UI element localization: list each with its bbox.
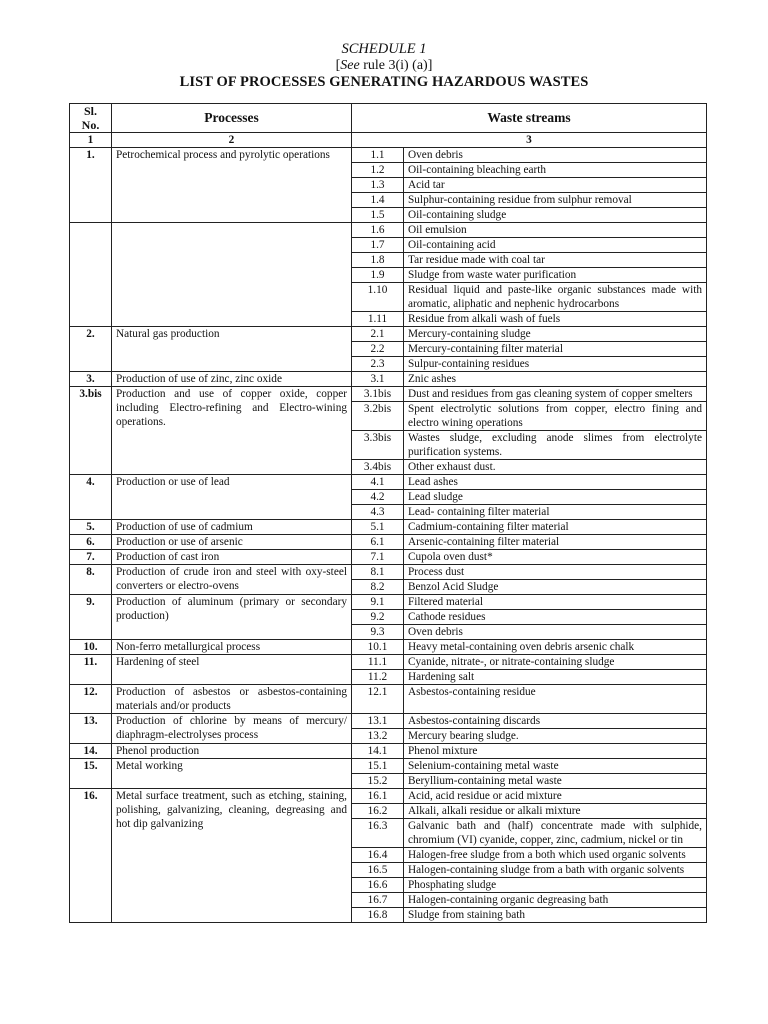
- sl-no-cell: 11.: [70, 655, 112, 685]
- sl-no-cell: 5.: [70, 520, 112, 535]
- waste-stream-cell: Oil-containing bleaching earth: [404, 163, 707, 178]
- table-row: [70, 372, 707, 387]
- table-row: [70, 714, 707, 729]
- waste-stream-cell: Mercury bearing sludge.: [404, 729, 707, 744]
- table-row: [70, 759, 707, 774]
- table-row: [70, 789, 707, 804]
- waste-code-cell: 1.6: [352, 223, 404, 238]
- column-number-1: 1: [70, 133, 112, 148]
- waste-code-cell: 6.1: [352, 535, 404, 550]
- waste-stream-cell: Spent electrolytic solutions from copper, electro fining and electro wining operations: [404, 402, 707, 431]
- waste-stream-cell: Galvanic bath and (half) concentrate made with sulphide, chromium (VI) cyanide, copper, zinc, cadmium, nickel or tin: [404, 819, 707, 848]
- process-cell: Production and use of copper oxide, copper including Electro-refining and Electro-wining operations.: [112, 387, 352, 475]
- waste-stream-cell: Sulpur-containing residues: [404, 357, 707, 372]
- waste-code-cell: 16.3: [352, 819, 404, 848]
- waste-code-cell: 9.3: [352, 625, 404, 640]
- waste-stream-cell: Cathode residues: [404, 610, 707, 625]
- process-cell: Production of cast iron: [112, 550, 352, 565]
- process-cell: Production of chlorine by means of mercury/ diaphragm-electrolyses process: [112, 714, 352, 744]
- waste-stream-cell: Oil emulsion: [404, 223, 707, 238]
- process-cell: Production or use of arsenic: [112, 535, 352, 550]
- table-row: [70, 595, 707, 610]
- waste-stream-cell: Beryllium-containing metal waste: [404, 774, 707, 789]
- waste-stream-cell: Oil-containing acid: [404, 238, 707, 253]
- waste-code-cell: 16.7: [352, 893, 404, 908]
- sl-no-cell: 16.: [70, 789, 112, 923]
- waste-stream-cell: Oven debris: [404, 625, 707, 640]
- column-number-row: [70, 133, 707, 148]
- sl-no-cell: 3.: [70, 372, 112, 387]
- waste-stream-cell: Mercury-containing sludge: [404, 327, 707, 342]
- waste-code-cell: 13.2: [352, 729, 404, 744]
- waste-code-cell: 11.2: [352, 670, 404, 685]
- process-cell: Petrochemical process and pyrolytic operations: [112, 148, 352, 223]
- process-cell: [112, 223, 352, 327]
- waste-stream-cell: Cyanide, nitrate-, or nitrate-containing sludge: [404, 655, 707, 670]
- sl-no-cell: 13.: [70, 714, 112, 744]
- sl-no-cell: 8.: [70, 565, 112, 595]
- sl-no-cell: 2.: [70, 327, 112, 372]
- sl-no-cell: 15.: [70, 759, 112, 789]
- waste-code-cell: 1.10: [352, 283, 404, 312]
- waste-code-cell: 15.2: [352, 774, 404, 789]
- waste-stream-cell: Tar residue made with coal tar: [404, 253, 707, 268]
- waste-code-cell: 16.6: [352, 878, 404, 893]
- table-row: [70, 640, 707, 655]
- rule-text: rule 3(i) (a)]: [359, 58, 433, 73]
- waste-stream-cell: Sludge from waste water purification: [404, 268, 707, 283]
- waste-code-cell: 3.2bis: [352, 402, 404, 431]
- waste-stream-cell: Oven debris: [404, 148, 707, 163]
- waste-stream-cell: Phosphating sludge: [404, 878, 707, 893]
- table-row: [70, 327, 707, 342]
- process-cell: Phenol production: [112, 744, 352, 759]
- waste-stream-cell: Filtered material: [404, 595, 707, 610]
- table-row: [70, 387, 707, 402]
- sl-no-cell: 6.: [70, 535, 112, 550]
- waste-code-cell: 1.9: [352, 268, 404, 283]
- waste-code-cell: 7.1: [352, 550, 404, 565]
- table-row: [70, 655, 707, 670]
- waste-code-cell: 4.3: [352, 505, 404, 520]
- sl-no-cell: 12.: [70, 685, 112, 714]
- waste-stream-cell: Halogen-free sludge from a both which used organic solvents: [404, 848, 707, 863]
- waste-stream-cell: Lead sludge: [404, 490, 707, 505]
- rule-see-word: See: [340, 58, 360, 73]
- sl-no-cell: 4.: [70, 475, 112, 520]
- schedule-heading: SCHEDULE 1: [341, 41, 427, 57]
- waste-code-cell: 16.4: [352, 848, 404, 863]
- waste-code-cell: 13.1: [352, 714, 404, 729]
- page-title: LIST OF PROCESSES GENERATING HAZARDOUS WASTES: [179, 74, 589, 90]
- waste-stream-cell: Wastes sludge, excluding anode slimes from electrolyte purification systems.: [404, 431, 707, 460]
- waste-stream-cell: Oil-containing sludge: [404, 208, 707, 223]
- waste-stream-cell: Cadmium-containing filter material: [404, 520, 707, 535]
- waste-code-cell: 1.1: [352, 148, 404, 163]
- hazardous-processes-table: [69, 103, 707, 923]
- waste-stream-cell: Lead- containing filter material: [404, 505, 707, 520]
- process-cell: Natural gas production: [112, 327, 352, 372]
- column-header-processes: Processes: [112, 104, 352, 133]
- waste-code-cell: 4.2: [352, 490, 404, 505]
- waste-stream-cell: Selenium-containing metal waste: [404, 759, 707, 774]
- waste-stream-cell: Process dust: [404, 565, 707, 580]
- waste-code-cell: 3.3bis: [352, 431, 404, 460]
- table-row: [70, 744, 707, 759]
- column-header-sl-no: Sl. No.: [70, 104, 112, 133]
- column-number-3: 3: [352, 133, 707, 148]
- waste-code-cell: 16.5: [352, 863, 404, 878]
- waste-code-cell: 9.1: [352, 595, 404, 610]
- process-cell: Production or use of lead: [112, 475, 352, 520]
- process-cell: Non-ferro metallurgical process: [112, 640, 352, 655]
- process-cell: Metal surface treatment, such as etching, staining, polishing, galvanizing, cleaning, degreasing and hot dip galvanizing: [112, 789, 352, 923]
- waste-code-cell: 1.5: [352, 208, 404, 223]
- process-cell: Production of asbestos or asbestos-containing materials and/or products: [112, 685, 352, 714]
- waste-stream-cell: Acid, acid residue or acid mixture: [404, 789, 707, 804]
- waste-code-cell: 1.11: [352, 312, 404, 327]
- waste-code-cell: 2.1: [352, 327, 404, 342]
- waste-stream-cell: Other exhaust dust.: [404, 460, 707, 475]
- table-row: [70, 475, 707, 490]
- waste-code-cell: 9.2: [352, 610, 404, 625]
- waste-stream-cell: Halogen-containing organic degreasing bath: [404, 893, 707, 908]
- sl-no-cell: 9.: [70, 595, 112, 640]
- sl-no-cell: 1.: [70, 148, 112, 223]
- waste-stream-cell: Residue from alkali wash of fuels: [404, 312, 707, 327]
- waste-code-cell: 1.8: [352, 253, 404, 268]
- waste-code-cell: 5.1: [352, 520, 404, 535]
- waste-code-cell: 1.7: [352, 238, 404, 253]
- column-number-2: 2: [112, 133, 352, 148]
- sl-no-cell: 10.: [70, 640, 112, 655]
- process-cell: Production of aluminum (primary or secondary production): [112, 595, 352, 640]
- table-row: [70, 520, 707, 535]
- waste-stream-cell: Hardening salt: [404, 670, 707, 685]
- sl-no-cell: 3.bis: [70, 387, 112, 475]
- waste-stream-cell: Lead ashes: [404, 475, 707, 490]
- waste-stream-cell: Sulphur-containing residue from sulphur removal: [404, 193, 707, 208]
- waste-code-cell: 1.3: [352, 178, 404, 193]
- column-header-waste-streams: Waste streams: [352, 104, 707, 133]
- waste-stream-cell: Arsenic-containing filter material: [404, 535, 707, 550]
- process-cell: Production of crude iron and steel with oxy-steel converters or electro-ovens: [112, 565, 352, 595]
- waste-code-cell: 1.2: [352, 163, 404, 178]
- table-body: [70, 148, 707, 923]
- sl-no-cell: [70, 223, 112, 327]
- waste-stream-cell: Heavy metal-containing oven debris arsenic chalk: [404, 640, 707, 655]
- waste-code-cell: 3.1: [352, 372, 404, 387]
- waste-stream-cell: Benzol Acid Sludge: [404, 580, 707, 595]
- waste-stream-cell: Cupola oven dust*: [404, 550, 707, 565]
- process-cell: Hardening of steel: [112, 655, 352, 685]
- table-row: [70, 565, 707, 580]
- waste-code-cell: 2.2: [352, 342, 404, 357]
- waste-code-cell: 8.1: [352, 565, 404, 580]
- waste-stream-cell: Residual liquid and paste-like organic substances made with aromatic, aliphatic and nephenic hydrocarbons: [404, 283, 707, 312]
- waste-stream-cell: Alkali, alkali residue or alkali mixture: [404, 804, 707, 819]
- rule-reference: [See rule 3(i) (a)]: [335, 58, 433, 73]
- waste-code-cell: 14.1: [352, 744, 404, 759]
- waste-code-cell: 10.1: [352, 640, 404, 655]
- table-row: [70, 550, 707, 565]
- table-row: [70, 685, 707, 714]
- table-row: [70, 148, 707, 163]
- table-header-row: [70, 104, 707, 133]
- waste-stream-cell: Asbestos-containing residue: [404, 685, 707, 714]
- waste-stream-cell: Halogen-containing sludge from a bath with organic solvents: [404, 863, 707, 878]
- waste-code-cell: 3.4bis: [352, 460, 404, 475]
- table-row: [70, 535, 707, 550]
- process-cell: Metal working: [112, 759, 352, 789]
- waste-code-cell: 4.1: [352, 475, 404, 490]
- waste-stream-cell: Znic ashes: [404, 372, 707, 387]
- waste-stream-cell: Sludge from staining bath: [404, 908, 707, 923]
- waste-code-cell: 15.1: [352, 759, 404, 774]
- waste-code-cell: 3.1bis: [352, 387, 404, 402]
- waste-stream-cell: Mercury-containing filter material: [404, 342, 707, 357]
- waste-stream-cell: Asbestos-containing discards: [404, 714, 707, 729]
- waste-code-cell: 16.1: [352, 789, 404, 804]
- waste-code-cell: 11.1: [352, 655, 404, 670]
- process-cell: Production of use of cadmium: [112, 520, 352, 535]
- waste-code-cell: 8.2: [352, 580, 404, 595]
- waste-code-cell: 2.3: [352, 357, 404, 372]
- page-header: [0, 41, 768, 91]
- waste-stream-cell: Dust and residues from gas cleaning system of copper smelters: [404, 387, 707, 402]
- process-cell: Production of use of zinc, zinc oxide: [112, 372, 352, 387]
- waste-code-cell: 16.2: [352, 804, 404, 819]
- waste-code-cell: 16.8: [352, 908, 404, 923]
- waste-code-cell: 12.1: [352, 685, 404, 714]
- sl-no-cell: 14.: [70, 744, 112, 759]
- table-row: [70, 223, 707, 238]
- waste-stream-cell: Acid tar: [404, 178, 707, 193]
- waste-stream-cell: Phenol mixture: [404, 744, 707, 759]
- waste-code-cell: 1.4: [352, 193, 404, 208]
- sl-no-cell: 7.: [70, 550, 112, 565]
